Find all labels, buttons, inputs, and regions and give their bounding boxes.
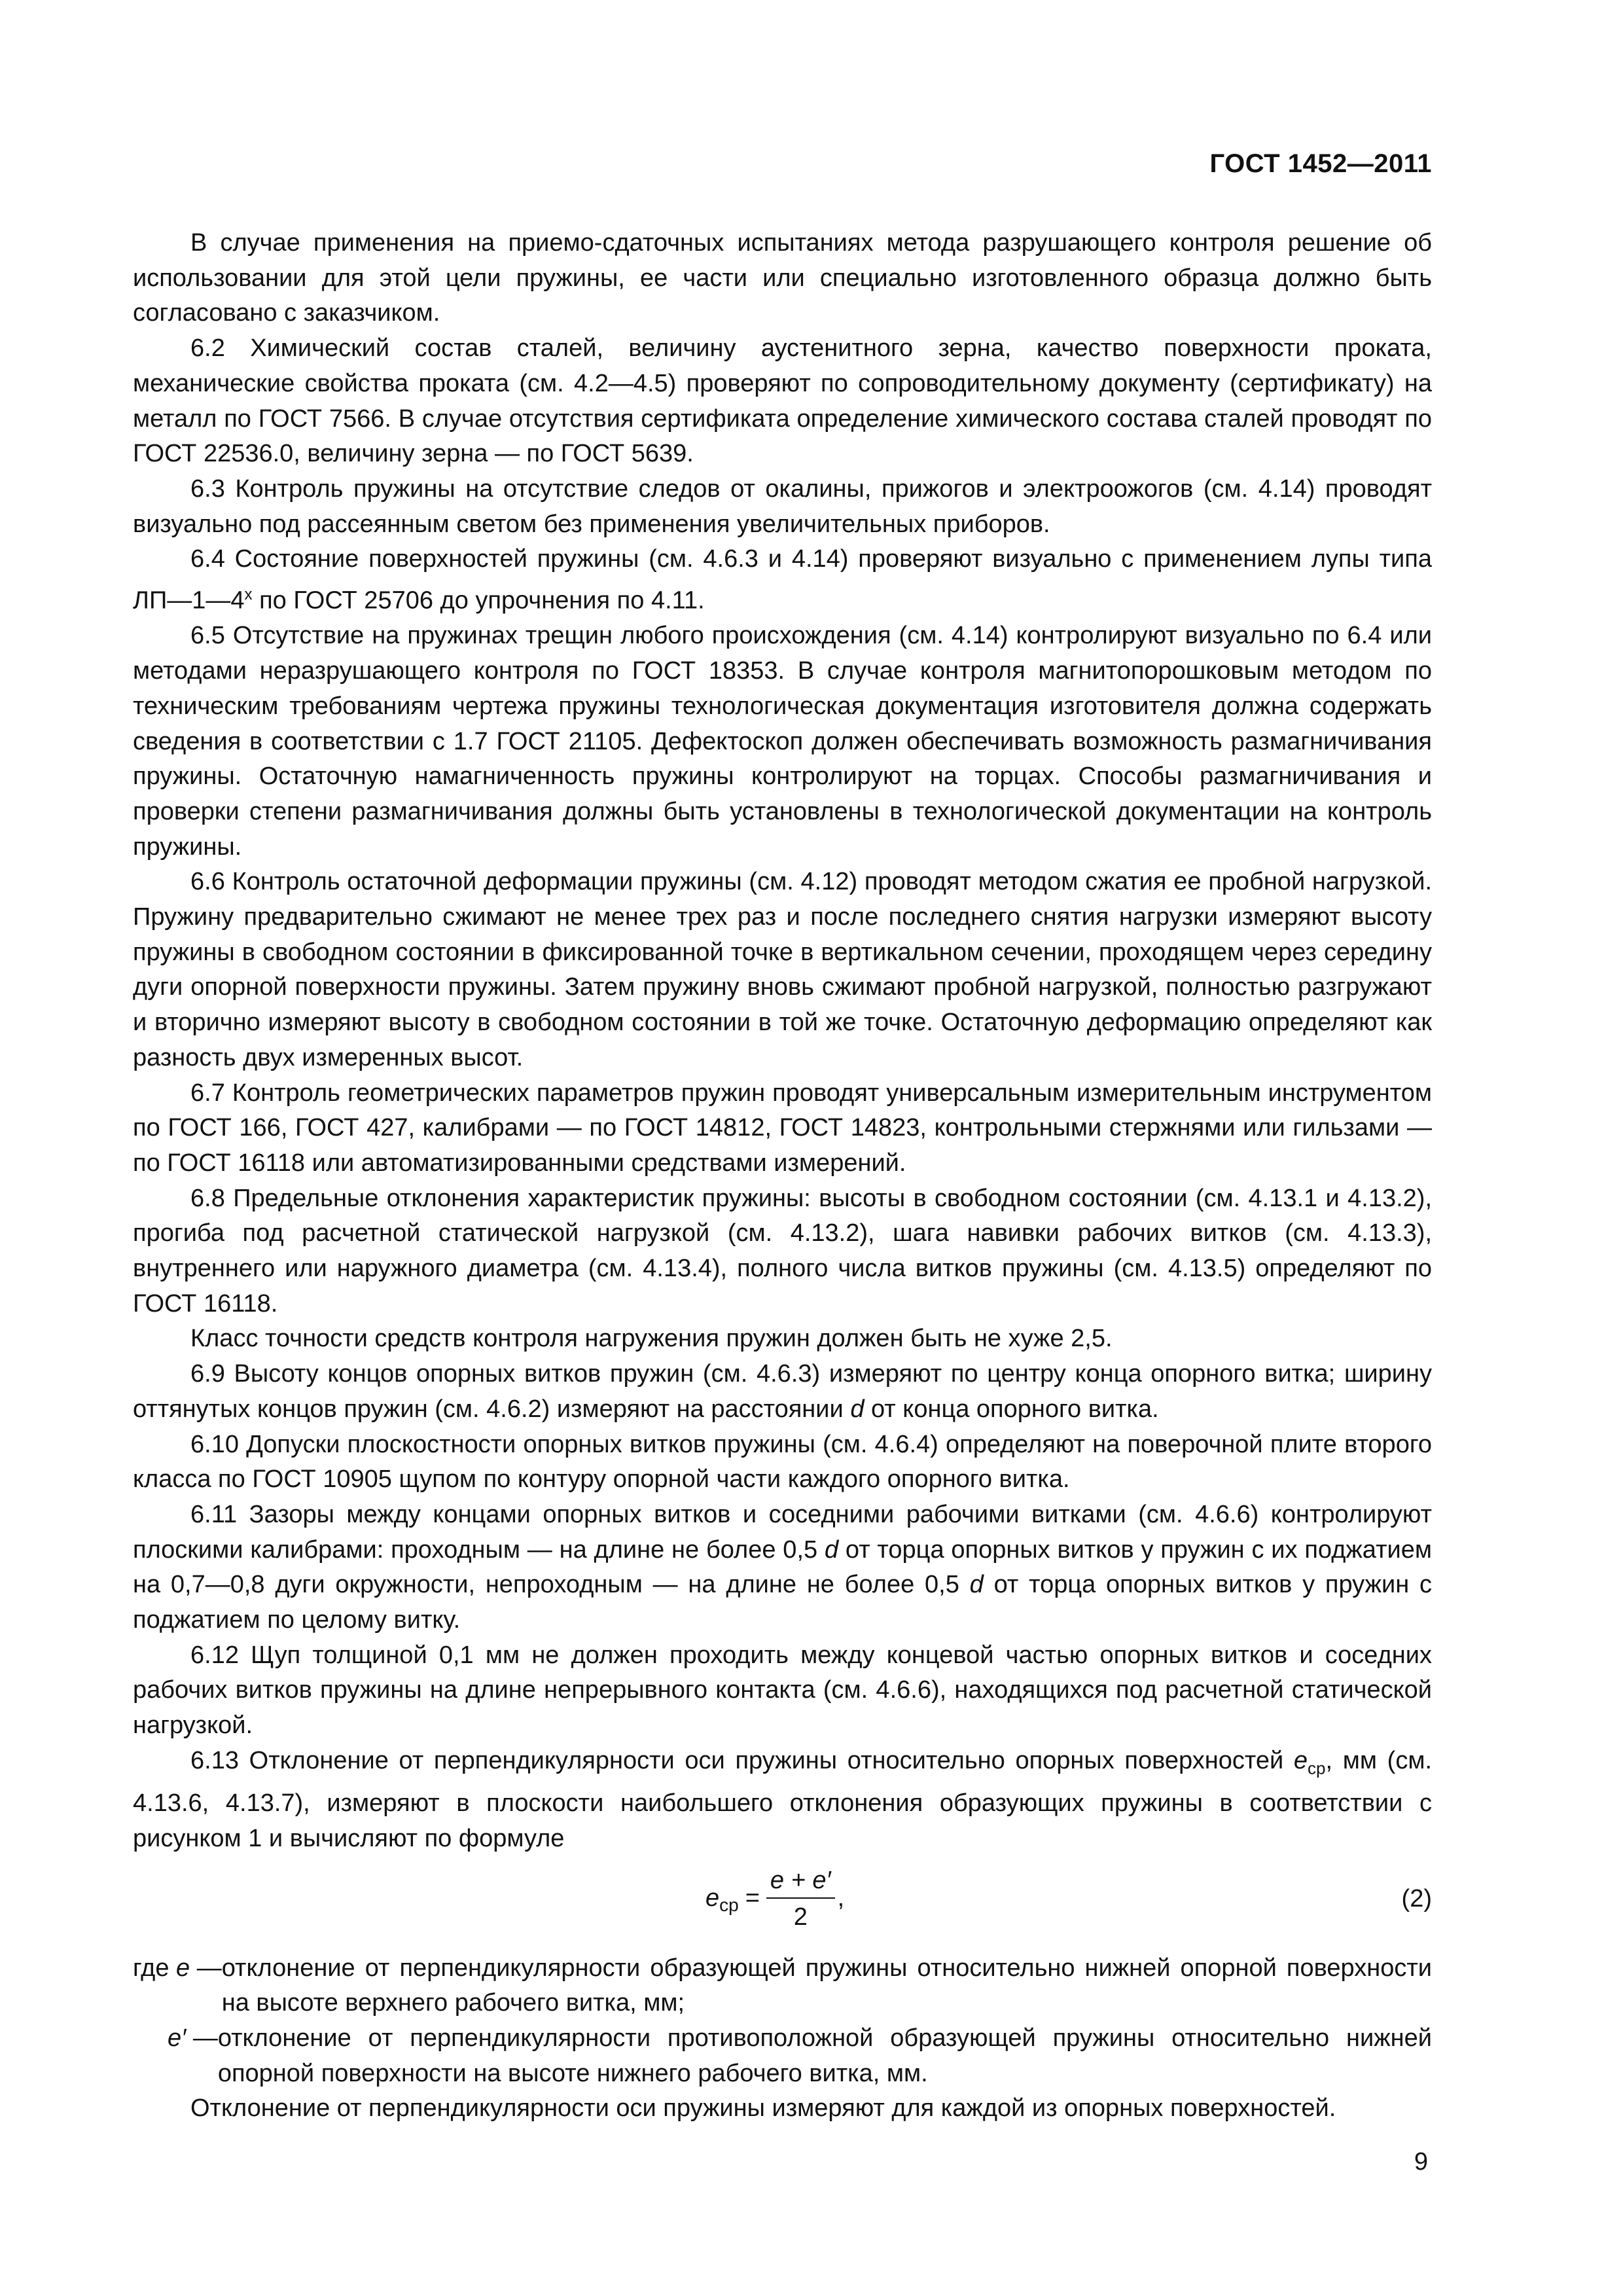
- formula-lhs-subscript: ср: [719, 1894, 739, 1915]
- where-word: где: [133, 1954, 177, 1982]
- formula-number: (2): [1401, 1884, 1432, 1912]
- paragraph-6-13: [133, 1744, 1432, 1857]
- paragraph-6-3: 6.3 Контроль пружины на отсутствие следов от окалины, прижогов и электроожогов (см. 4.14) проводят визуально под рассеянным светом без применения увеличительных приборов.: [133, 475, 1432, 538]
- text-span: от торца опорных витков у пружин с поджатием по целому витку.: [133, 1571, 1433, 1634]
- paragraph-6-12: 6.12 Щуп толщиной 0,1 мм не должен проходить между концевой частью опорных витков и соседних рабочих витков пружины на длине непрерывного контакта (см. 4.6.6), находящихся под расчетной статической нагрузкой.: [133, 1641, 1432, 1740]
- explanation-row: [133, 1951, 1432, 2021]
- explanation-symbol: е′: [168, 2024, 187, 2052]
- text-span: 6.13 Отклонение от перпендикулярности оси пружины относительно опорных поверхностей: [190, 1746, 1294, 1774]
- italic-symbol: d: [824, 1535, 839, 1564]
- text-span: от торца опорных витков у пружин с их поджатием на 0,7—0,8 дуги окружности, непроходным — на длине не более 0,5: [133, 1535, 1432, 1599]
- formula-denominator: 2: [793, 1903, 808, 1931]
- paragraph-6-6: 6.6 Контроль остаточной деформации пружины (см. 4.12) проводят методом сжатия ее пробной нагрузкой. Пружину предварительно сжимают не менее трех раз и после последнего снятия нагрузки измеряют высоту пружины в свободном состоянии в фиксированной точке в вертикальном сечении, проходящем через середину дуги опорной поверхности пружины. Затем пружину вновь сжимают пробной нагрузкой, полностью разгружают и вторично измеряют высоту в свободном состоянии в той же точке. Остаточную деформацию определяют как разность двух измеренных высот.: [133, 868, 1432, 1071]
- explanation-dash: —: [190, 1954, 222, 1982]
- paragraph-accuracy-class: Класс точности средств контроля нагружения пружин должен быть не хуже 2,5.: [190, 1325, 1113, 1353]
- paragraph-6-11: [133, 1498, 1432, 1638]
- text-span: 6.11 Зазоры между концами опорных витков и соседними рабочими витками (см. 4.6.6) контролируют плоскими калибрами: проходным — на длине не более 0,5: [133, 1500, 1432, 1564]
- explanation-dash: —: [186, 2024, 218, 2052]
- formula-equals: =: [745, 1884, 760, 1912]
- formula-explanation: [133, 1951, 1432, 2092]
- explanation-text: отклонение от перпендикулярности образующей пружины относительно нижней опорной поверхности на высоте верхнего рабочего витка, мм;: [221, 1954, 1432, 2017]
- formula-block: [133, 1861, 1432, 1951]
- document-body: [133, 226, 1432, 2126]
- formula: [705, 1866, 844, 1931]
- paragraph-6-2: 6.2 Химический состав сталей, величину аустенитного зерна, качество поверхности проката, механические свойства проката (см. 4.2—4.5) проверяют по сопроводительному документу (сертификату) на металл по ГОСТ 7566. В случае отсутствия сертификата определение химического состава сталей проводят по ГОСТ 22536.0, величину зерна — по ГОСТ 5639.: [133, 334, 1432, 468]
- text-span: 6.4 Состояние поверхностей пружины (см. 4.6.3 и 4.14) проверяют визуально с применением лупы типа ЛП—1—4: [133, 545, 1432, 615]
- explanation-text: отклонение от перпендикулярности противоположной образующей пружины относительно нижней опорной поверхности на высоте нижнего рабочего витка, мм.: [217, 2024, 1432, 2087]
- paragraph-6-8: 6.8 Предельные отклонения характеристик пружины: высоты в свободном состоянии (см. 4.13.1 и 4.13.2), прогиба под расчетной статической нагрузкой (см. 4.13.2), шага навивки рабочих витков (см. 4.13.3), внутреннего или наружного диаметра (см. 4.13.4), полного числа витков пружины (см. 4.13.5) определяют по ГОСТ 16118.: [133, 1184, 1432, 1318]
- paragraph-final: Отклонение от перпендикулярности оси пружины измеряют для каждой из опорных поверхностей.: [190, 2094, 1336, 2123]
- text-span: , мм (см. 4.13.6, 4.13.7), измеряют в плоскости наибольшего отклонения образующих пружины в соответствии с рисунком 1 и вычисляют по формуле: [133, 1746, 1432, 1852]
- document-header-title: ГОСТ 1452—2011: [1209, 149, 1432, 178]
- explanation-lead: [133, 2021, 218, 2091]
- explanation-row: [133, 2021, 1432, 2091]
- text-span: от конца опорного витка.: [864, 1395, 1159, 1423]
- text-span: по ГОСТ 25706 до упрочнения по 4.11.: [252, 586, 705, 615]
- italic-symbol: d: [969, 1571, 984, 1599]
- paragraph: В случае применения на приемо-сдаточных испытаниях метода разрушающего контроля решение об использовании для этой цели пружины, ее части или специально изготовленного образца должно быть согласовано с заказчиком.: [133, 229, 1432, 327]
- paragraph-6-9: [133, 1357, 1432, 1427]
- page-number: 9: [1414, 2148, 1428, 2176]
- formula-fraction: [766, 1866, 835, 1931]
- formula-lhs: е: [705, 1884, 720, 1912]
- italic-symbol: d: [850, 1395, 865, 1423]
- paragraph-6-7: 6.7 Контроль геометрических параметров пружин проводят универсальным измерительным инструментом по ГОСТ 166, ГОСТ 427, калибрами — по ГОСТ 14812, ГОСТ 14823, контрольными стержнями или гильзами — по ГОСТ 16118 или автоматизированными средствами измерений.: [133, 1079, 1432, 1177]
- text-span: 6.9 Высоту концов опорных витков пружин (см. 4.6.3) измеряют по центру конца опорного витка; ширину оттянутых концов пружин (см. 4.6.2) измеряют на расстоянии: [133, 1360, 1432, 1423]
- superscript: х: [244, 586, 253, 604]
- subscript: ср: [1308, 1758, 1326, 1778]
- paragraph-6-4: [133, 542, 1432, 619]
- formula-numerator: е + е′: [766, 1866, 835, 1899]
- explanation-symbol: е: [176, 1954, 190, 1982]
- explanation-lead: [133, 1951, 222, 2021]
- paragraph-6-10: 6.10 Допуски плоскостности опорных витков пружины (см. 4.6.4) определяют на поверочной плите второго класса по ГОСТ 10905 щупом по контуру опорной части каждого опорного витка.: [133, 1430, 1432, 1494]
- italic-symbol: е: [1293, 1746, 1308, 1774]
- paragraph-6-5: 6.5 Отсутствие на пружинах трещин любого происхождения (см. 4.14) контролируют визуально по 6.4 или методами неразрушающего контроля по ГОСТ 18353. В случае контроля магнитопорошковым методом по техническим требованиям чертежа пружины технологическая документация изготовителя должна содержать сведения в соответствии с 1.7 ГОСТ 21105. Дефектоскоп должен обеспечивать возможность размагничивания пружины. Остаточную намагниченность пружины контролируют на торцах. Способы размагничивания и проверки степени размагничивания должны быть установлены в технологической документации на контроль пружины.: [133, 622, 1432, 861]
- formula-comma: ,: [837, 1884, 845, 1912]
